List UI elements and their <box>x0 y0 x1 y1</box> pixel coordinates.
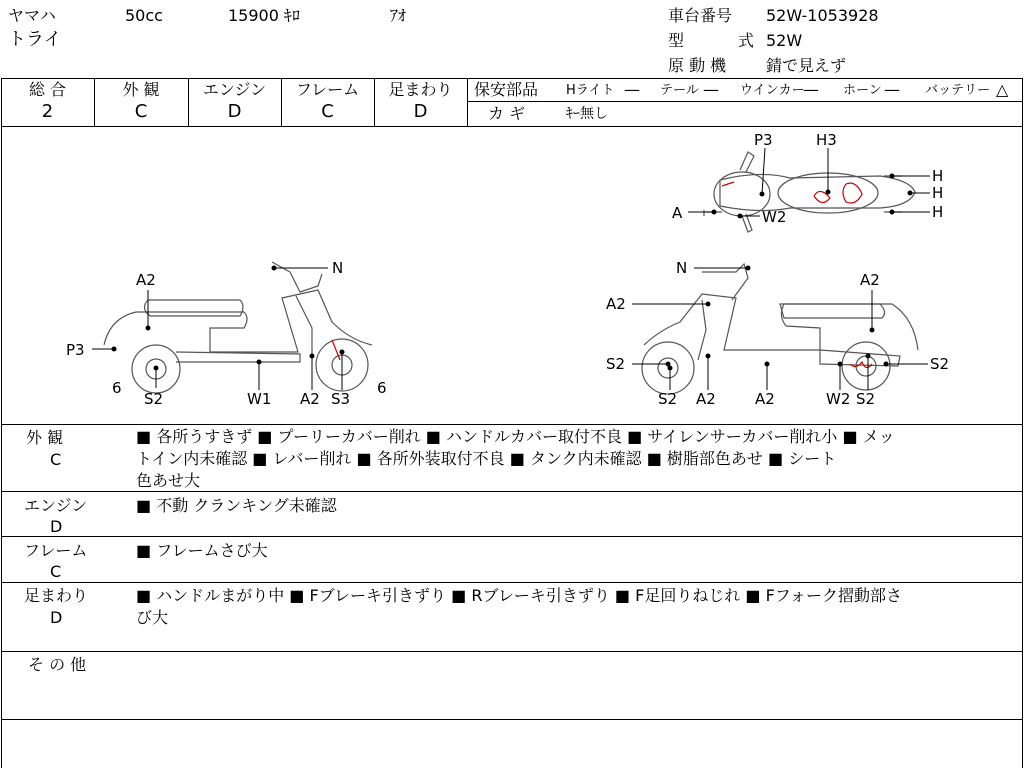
safety-label: 保安部品 <box>474 80 539 99</box>
label-left-a2b: A2 <box>300 390 320 408</box>
suspension-label: 足まわり <box>388 80 453 99</box>
label-left-n: N <box>332 259 344 277</box>
notes-exterior-line3: 色あせ大 <box>136 471 201 490</box>
tail-label: テール <box>660 83 699 98</box>
engine-label: 原 動 機 <box>668 56 727 75</box>
divider <box>1 719 1023 720</box>
winker-label: ウインカー <box>740 83 805 98</box>
notes-suspension-line1: ■ ハンドルまがり中 ■ Fブレーキ引きずり ■ Rブレーキ引きずり ■ F足回りねじれ ■ Fフォーク摺動部さ <box>136 586 903 605</box>
engine-grade: D <box>227 101 242 122</box>
maker: ヤマハ <box>8 6 56 25</box>
label-right-s2a: S2 <box>606 355 626 373</box>
label-right-s2c: S2 <box>856 390 876 408</box>
label-top-h3b: H <box>932 203 944 221</box>
label-top-p3: P3 <box>754 131 773 149</box>
label-left-a2: A2 <box>136 271 156 289</box>
notes-exterior-label: 外 観 <box>26 428 64 447</box>
mileage: 15900 ｷﾛ <box>228 6 300 25</box>
overall-label: 総 合 <box>28 80 67 99</box>
battery-value: △ <box>996 80 1009 99</box>
notes-exterior-line2: トイン内未確認 ■ レバー削れ ■ 各所外装取付不良 ■ タンク内未確認 ■ 樹脂部色あせ ■ シート <box>136 449 837 468</box>
key-value: ｷｰ無し <box>566 106 608 122</box>
label-left-p3: P3 <box>66 341 85 359</box>
engine-value: 錆で見えず <box>766 56 847 75</box>
label-right-n: N <box>676 259 688 277</box>
suspension-grade: D <box>413 101 428 122</box>
label-top-h2: H <box>932 184 944 202</box>
tail-value: — <box>703 80 719 99</box>
notes-frame-grade: C <box>50 562 62 581</box>
label-right-s2b: S2 <box>658 390 678 408</box>
horn-label: ホーン <box>843 83 882 98</box>
label-left-w1: W1 <box>247 390 272 408</box>
frame-no: 52W-1053928 <box>766 6 879 25</box>
label-right-a2c: A2 <box>696 390 716 408</box>
exterior-grade: C <box>134 101 148 122</box>
notes-suspension-label: 足まわり <box>24 586 89 605</box>
label-right-a2d: A2 <box>755 390 775 408</box>
notes-engine-grade: D <box>50 517 63 536</box>
label-top-h3: H3 <box>816 131 837 149</box>
label-left-6a: 6 <box>112 379 122 397</box>
headlight-label: Hライト <box>566 83 615 98</box>
notes-exterior-line1: ■ 各所うすきず ■ プーリーカバー削れ ■ ハンドルカバー取付不良 ■ サイレンサーカバー削れ小 ■ メッ <box>136 427 895 446</box>
type-label-1: 型 <box>668 31 685 50</box>
model-name: トライ <box>8 29 62 50</box>
overall-grade: 2 <box>41 101 54 122</box>
notes-frame-label: フレーム <box>24 541 88 560</box>
engine-label: エンジン <box>202 80 267 99</box>
divider <box>467 78 468 126</box>
color: ｱｵ <box>390 6 407 25</box>
label-right-a2: A2 <box>606 295 626 313</box>
label-left-s3: S3 <box>331 390 351 408</box>
exterior-label: 外 観 <box>122 80 160 99</box>
type-value: 52W <box>766 31 803 50</box>
divider <box>1 78 1023 79</box>
divider <box>467 101 1023 102</box>
top-view-scooter <box>704 152 915 232</box>
label-top-w2: W2 <box>762 208 787 226</box>
divider <box>1 651 1023 652</box>
frame-no-label: 車台番号 <box>668 6 733 25</box>
notes-engine-line1: ■ 不動 クランキング未確認 <box>136 496 337 515</box>
frame-label: フレーム <box>295 80 360 99</box>
label-right-s2d: S2 <box>930 355 950 373</box>
notes-exterior-grade: C <box>50 450 62 469</box>
horn-value: — <box>884 80 900 99</box>
notes-suspension-line2: び大 <box>136 608 169 627</box>
label-right-a2b: A2 <box>860 271 880 289</box>
divider <box>1 582 1023 583</box>
label-left-s2: S2 <box>144 390 164 408</box>
right-border <box>1022 78 1023 768</box>
battery-label: バッテリー <box>925 83 991 98</box>
notes-suspension-grade: D <box>50 608 63 627</box>
winker-value: — <box>803 80 819 99</box>
label-right-w2: W2 <box>826 390 851 408</box>
notes-other-label: そ の 他 <box>28 655 87 674</box>
notes-frame-line1: ■ フレームさび大 <box>136 541 268 560</box>
type-label-2: 式 <box>738 31 755 50</box>
label-left-6b: 6 <box>377 379 387 397</box>
label-top-a: A <box>672 204 683 222</box>
notes-engine-label: エンジン <box>24 496 88 515</box>
key-label: カ ギ <box>488 104 526 123</box>
divider <box>1 424 1023 425</box>
displacement: 50cc <box>125 6 163 25</box>
divider <box>1 536 1023 537</box>
frame-grade: C <box>321 101 334 122</box>
headlight-value: — <box>624 80 640 99</box>
damage-diagram <box>0 127 1022 423</box>
label-top-h1: H <box>932 167 944 185</box>
